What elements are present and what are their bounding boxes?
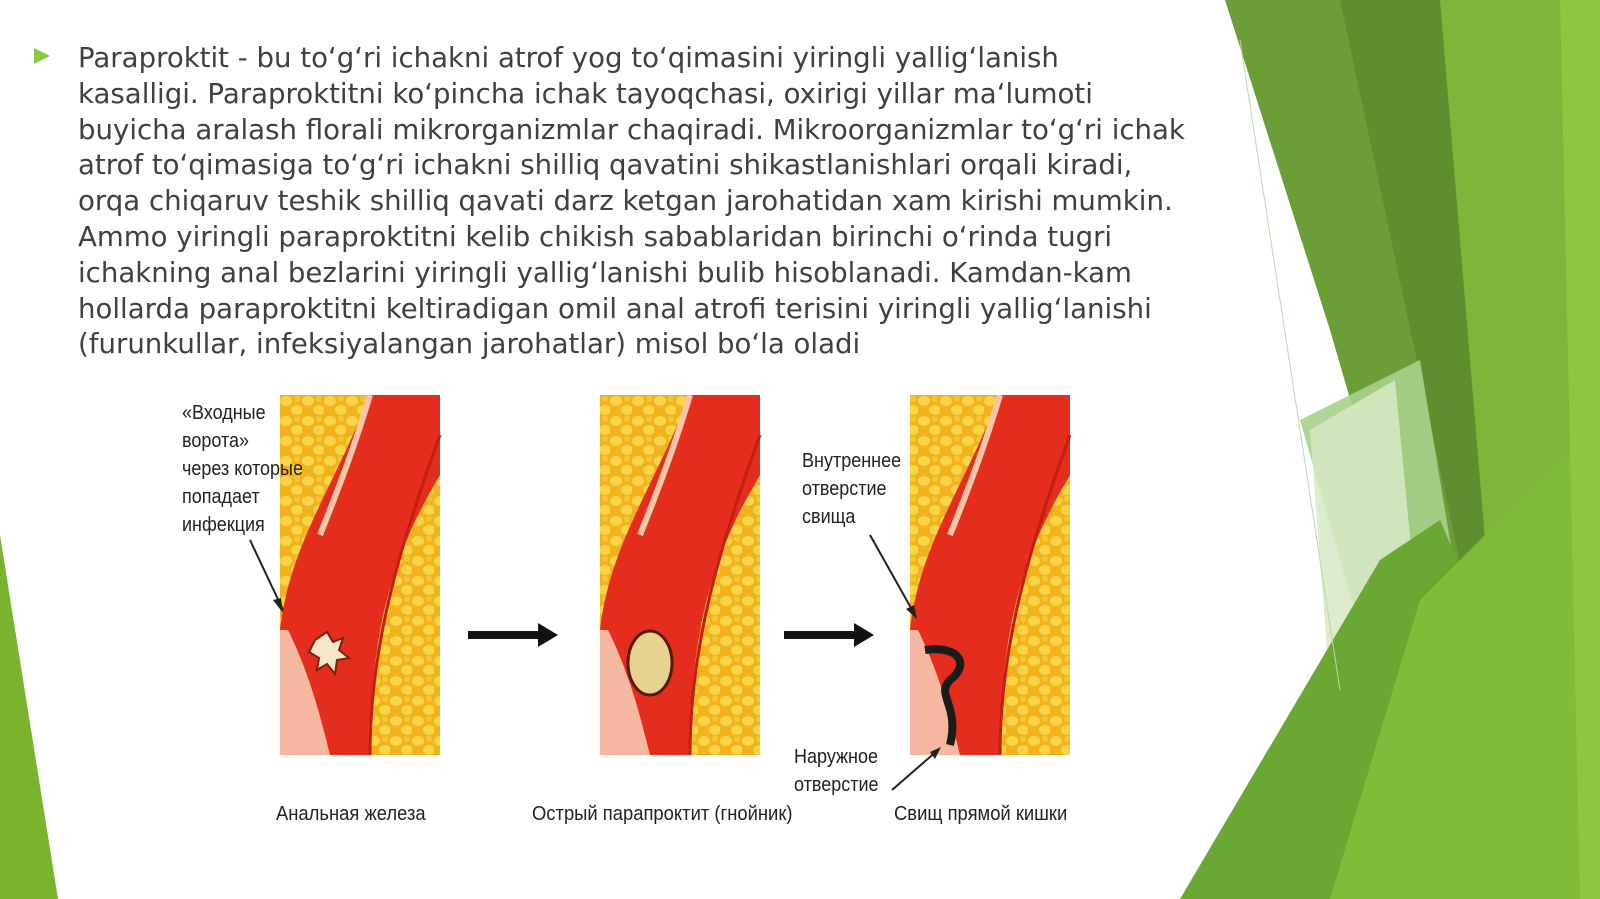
arrow-right-icon-2 [784,623,874,647]
panel-acute-paraproctitis [600,395,760,755]
left-green-wedge [0,535,58,899]
arrow-internal-pointer [870,535,915,615]
panel-anal-gland [280,395,440,755]
caption-rectal-fistula: Свищ прямой кишки [894,803,1068,825]
caption-anal-gland: Анальная железа [276,803,426,825]
label-external-opening: Наружное отверстие [794,746,879,796]
arrow-right-icon-1 [468,623,558,647]
illustration-drawing [170,395,1120,855]
arrow-external-pointer [892,750,938,790]
label-entry-gate: «Входные ворота» через которые попадает инфекция [182,402,303,536]
label-internal-opening: Внутреннее отверстие свища [802,450,902,528]
bullet-text: Paraproktit - bu toʻgʻri ichakni atrof yog toʻqimasini yiringli yalligʻlanish kasalligi. Paraproktitni koʻpincha ichak tayoqchasi, oxirigi yillar maʻlumoti buyicha aralash florali mikrorganizmlar chaqiradi. Mikroorganizmlar toʻgʻri ichak atrof toʻqimasiga toʻgʻri ichakni shilliq qavatini shikastlanishlari orqali kiradi, orqa chiqaruv teshik shilliq qavati darz ketgan jarohatidan xam kirishi mumkin. Ammo yiringli paraproktitni kelib chikish sabablaridan birinchi oʻrinda tugri ichakning anal bezlarini yiringli yalligʻlanishi bulib hisoblanadi. Kamdan-kam hollarda paraproktitni keltiradigan omil anal atrofi terisini yiringli yalligʻlanishi (furunkullar, infeksiyalangan jarohatlar) misol boʻla oladi [78,41,1185,361]
caption-acute-paraproctitis: Острый парапроктит (гнойник) [532,803,793,825]
paraproctitis-illustration [170,395,1120,855]
triangle-bullet-icon [32,46,52,66]
panel-rectal-fistula [910,395,1070,755]
